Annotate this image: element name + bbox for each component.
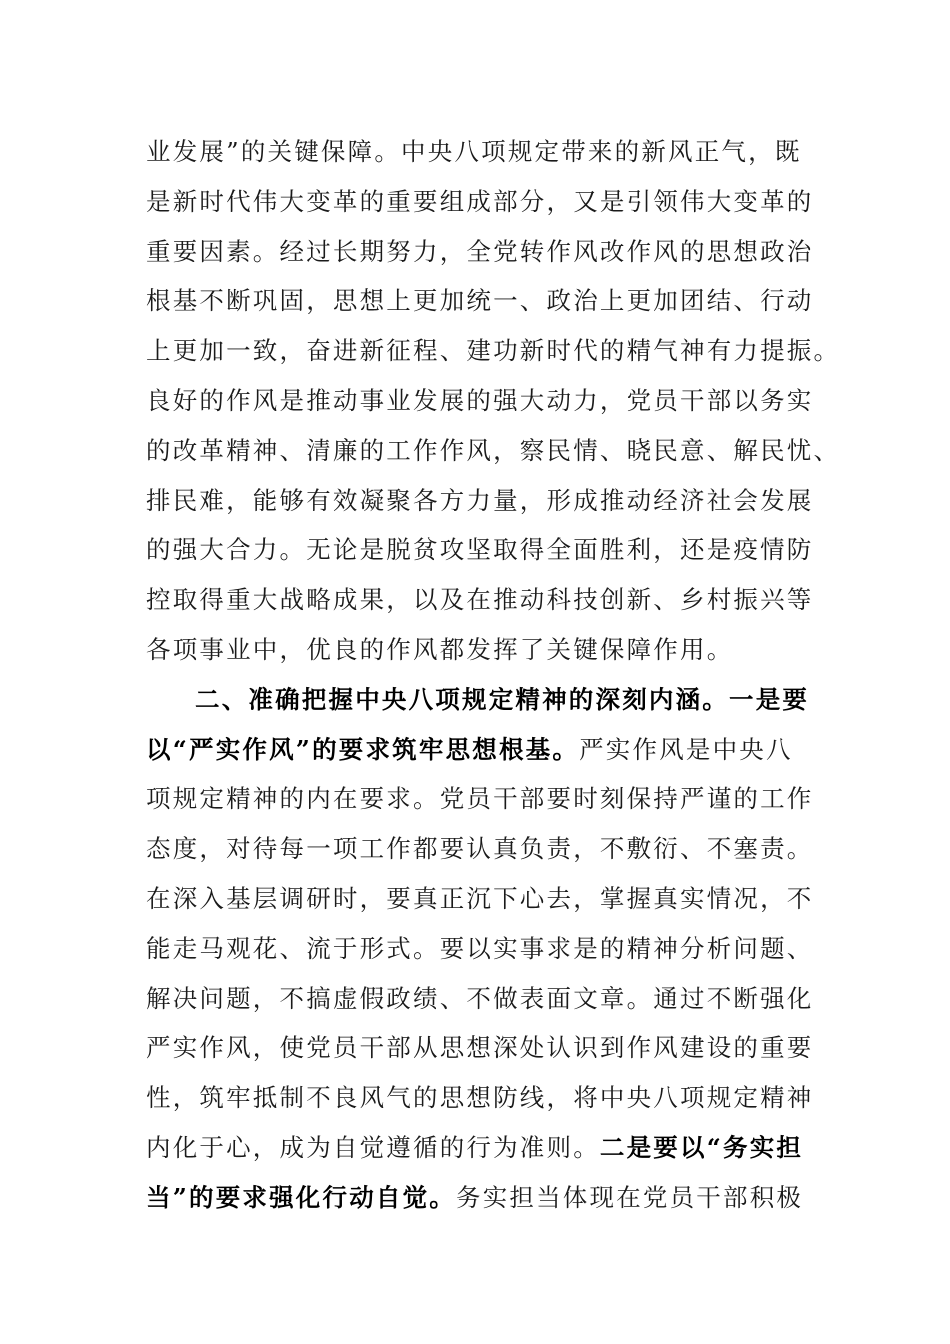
paragraph-line: 排民难，能够有效凝聚各方力量，形成推动经济社会发展	[146, 485, 814, 515]
paragraph-line: 上更加一致，奋进新征程、建功新时代的精气神有力提振。	[146, 336, 841, 366]
subpoint-heading: 以“严实作风”的要求筑牢思想根基。	[146, 734, 580, 764]
paragraph-line: 重要因素。经过长期努力，全党转作风改作风的思想政治	[146, 236, 814, 266]
paragraph-text: 严实作风是中央八	[579, 734, 793, 764]
paragraph-line: 根基不断巩固，思想上更加统一、政治上更加团结、行动	[146, 286, 814, 316]
paragraph-line: 各项事业中，优良的作风都发挥了关键保障作用。	[146, 634, 734, 664]
paragraph-line: 的强大合力。无论是脱贫攻坚取得全面胜利，还是疫情防	[146, 535, 814, 565]
paragraph-line	[146, 1173, 806, 1223]
paragraph-text: 务实担当体现在党员干部积极	[456, 1182, 804, 1212]
document-body	[146, 127, 841, 1223]
section-heading: 二、准确把握中央八项规定精神的深刻内涵。一是要	[195, 684, 810, 714]
paragraph-line: 严实作风，使党员干部从思想深处认识到作风建设的重要	[146, 1033, 814, 1063]
paragraph-line: 业发展”的关键保障。中央八项规定带来的新风正气，既	[146, 137, 802, 166]
paragraph-line: 性，筑牢抵制不良风气的思想防线，将中央八项规定精神	[146, 1083, 814, 1113]
paragraph-line: 的改革精神、清廉的工作作风，察民情、晓民意、解民忧、	[146, 435, 841, 465]
paragraph-line: 是新时代伟大变革的重要组成部分，又是引领伟大变革的	[146, 186, 814, 216]
paragraph-line	[146, 1123, 806, 1173]
paragraph-line: 在深入基层调研时，要真正沉下心去，掌握真实情况，不	[146, 883, 814, 913]
subpoint-heading: 当”的要求强化行动自觉。	[146, 1182, 456, 1212]
section-heading-line	[146, 675, 810, 725]
paragraph-line: 良好的作风是推动事业发展的强大动力，党员干部以务实	[146, 385, 814, 415]
paragraph-text: 内化于心，成为自觉遵循的行为准则。	[146, 1132, 600, 1162]
subpoint-heading: 二是要以“务实担	[599, 1132, 804, 1162]
paragraph-line: 控取得重大战略成果，以及在推动科技创新、乡村振兴等	[146, 585, 814, 615]
paragraph-line: 态度，对待每一项工作都要认真负责，不敷衍、不塞责。	[146, 834, 814, 864]
paragraph-line: 解决问题，不搞虚假政绩、不做表面文章。通过不断强化	[146, 983, 814, 1013]
paragraph-line: 能走马观花、流于形式。要以实事求是的精神分析问题、	[146, 933, 814, 963]
paragraph-line	[146, 725, 806, 775]
paragraph-line: 项规定精神的内在要求。党员干部要时刻保持严谨的工作	[146, 784, 814, 814]
